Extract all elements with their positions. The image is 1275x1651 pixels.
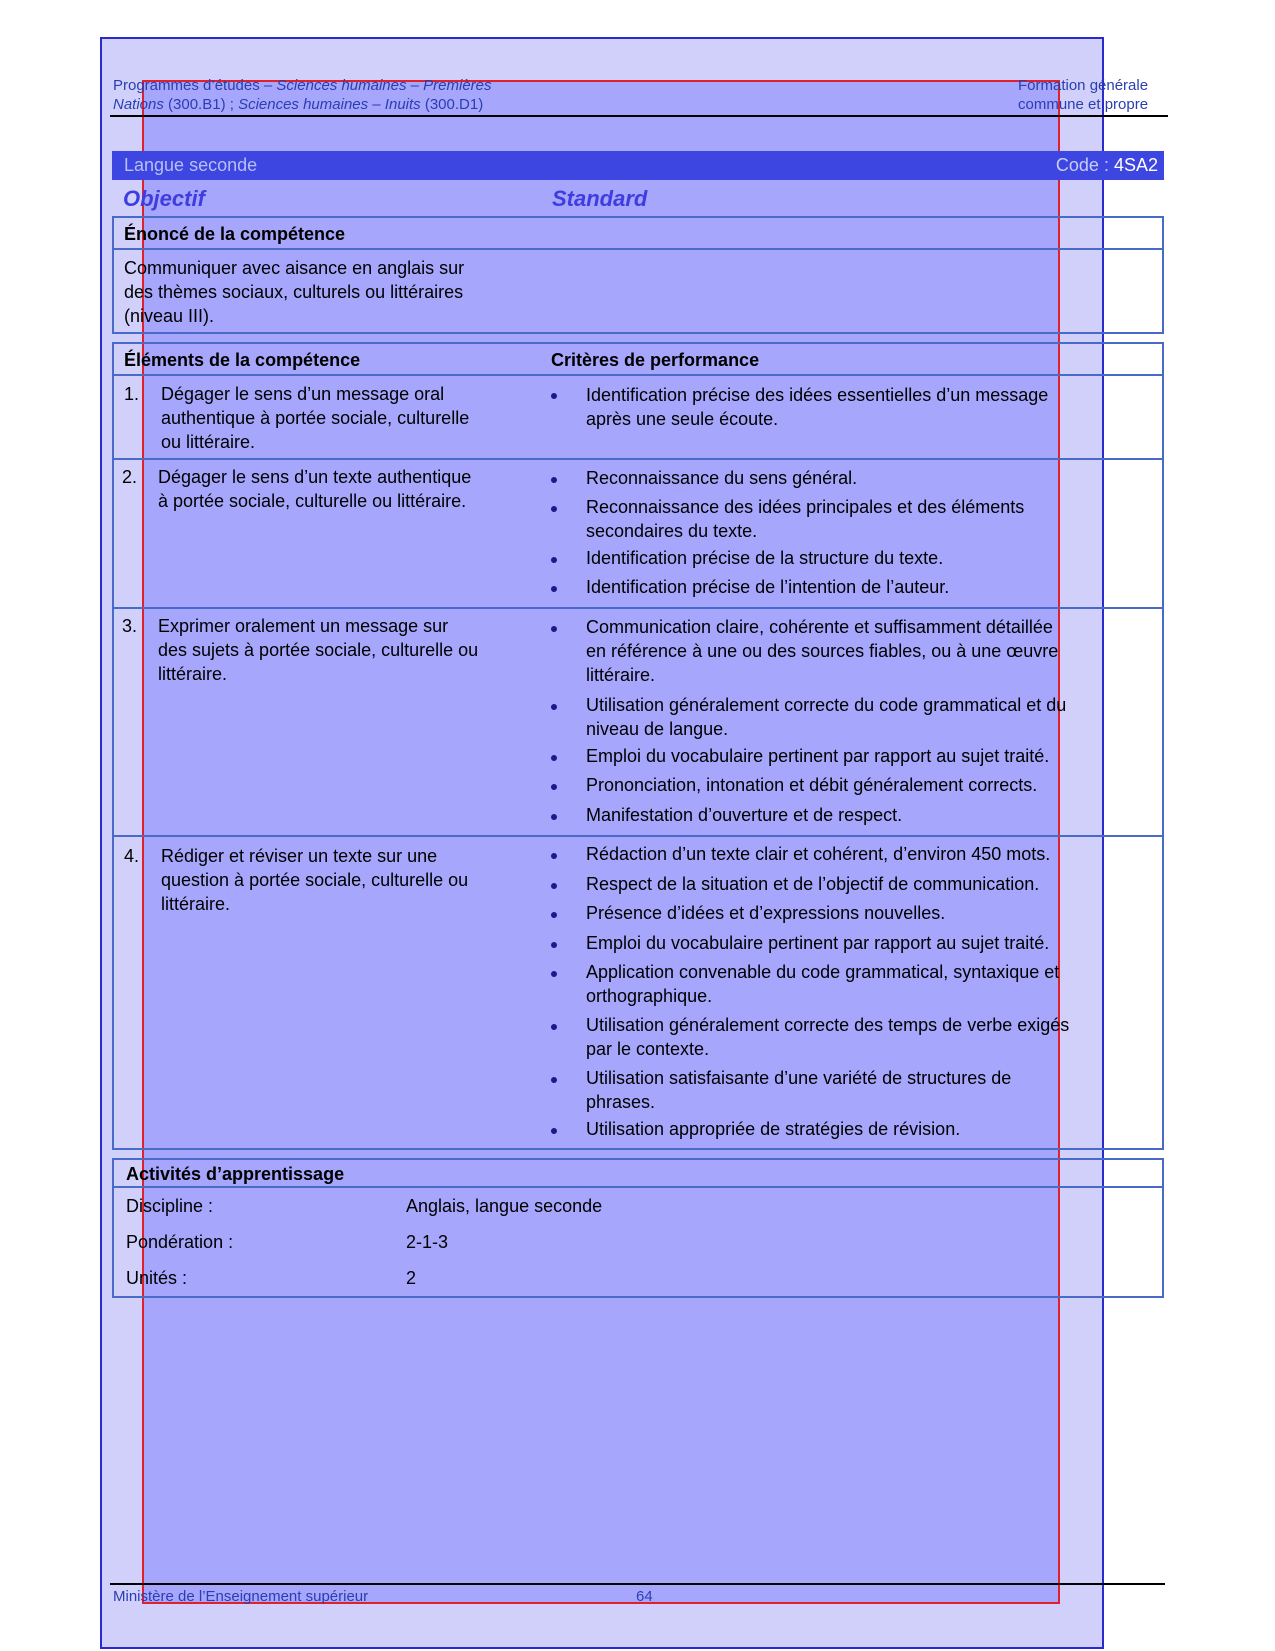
bullet-icon [551, 626, 557, 632]
footer-ministry: Ministère de l’Enseignement supérieur [113, 1588, 369, 1605]
element-line: question à portée sociale, culturelle ou [161, 870, 469, 890]
element-text [161, 844, 468, 916]
enonce-text [124, 256, 464, 328]
footer-rule [110, 1583, 1165, 1585]
header-left-1a: Programmes d’études – [113, 77, 277, 94]
criterion [586, 495, 1024, 543]
criterion [586, 615, 1058, 687]
element-line: Dégager le sens d’un message oral [161, 384, 445, 404]
criterion: Utilisation appropriée de stratégies de révision. [586, 1119, 961, 1139]
criterion-line: Communication claire, cohérente et suffisamment détaillée [586, 617, 1053, 637]
elements-box [112, 342, 1164, 1150]
criterion-line: secondaires du texte. [586, 521, 758, 541]
element-line: littéraire. [158, 664, 228, 684]
activites-label: Pondération : [126, 1232, 234, 1252]
bullet-icon [551, 814, 557, 820]
header-right-2: commune et propre [1018, 96, 1149, 113]
subhead-objectif: Objectif [123, 186, 205, 211]
bullet-icon [551, 883, 557, 889]
enonce-box [112, 216, 1164, 334]
criterion: Respect de la situation et de l’objectif de communication. [586, 874, 1040, 894]
bullet-icon [551, 755, 557, 761]
course-code [1056, 155, 1158, 176]
element-number: 3. [122, 616, 138, 636]
row-separator [114, 458, 1162, 460]
criterion [586, 383, 1048, 431]
criterion-line: orthographique. [586, 986, 713, 1006]
activites-value: Anglais, langue seconde [406, 1196, 603, 1216]
criterion: Emploi du vocabulaire pertinent par rapport au sujet traité. [586, 746, 1050, 766]
element-line: littéraire. [161, 894, 231, 914]
criterion [586, 1066, 1011, 1114]
bullet-icon [551, 506, 557, 512]
course-title: Langue seconde [124, 155, 258, 175]
bullet-icon [551, 393, 557, 399]
activites-value: 2 [406, 1268, 417, 1288]
criterion: Présence d’idées et d’expressions nouvelles. [586, 903, 946, 923]
criterion [586, 960, 1059, 1008]
element-number: 2. [122, 467, 138, 487]
element-line: authentique à portée sociale, culturelle [161, 408, 470, 428]
header-left-2c: Sciences humaines – Inuits [238, 96, 421, 113]
criterion-line: Reconnaissance des idées principales et des éléments [586, 497, 1025, 517]
activites-title: Activités d’apprentissage [126, 1164, 345, 1184]
criterion-line: littéraire. [586, 665, 656, 685]
activites-label: Discipline : [126, 1196, 214, 1216]
criterion: Prononciation, intonation et débit généralement corrects. [586, 775, 1038, 795]
elements-col2-title: Critères de performance [551, 350, 760, 370]
enonce-line: des thèmes sociaux, culturels ou littéraires [124, 282, 464, 302]
element-line: Rédiger et réviser un texte sur une [161, 846, 438, 866]
bullet-icon [551, 557, 557, 563]
bullet-icon [551, 477, 557, 483]
header-left-2b: (300.B1) ; [163, 96, 239, 113]
enonce-title: Énoncé de la compétence [124, 224, 346, 244]
element-line: à portée sociale, culturelle ou littéraire. [158, 491, 467, 511]
bullet-icon [551, 1128, 557, 1134]
criterion-line: après une seule écoute. [586, 409, 779, 429]
running-header-right [1018, 76, 1148, 114]
element-text [158, 614, 478, 686]
element-number: 1. [124, 384, 140, 404]
criterion: Identification précise de la structure du texte. [586, 548, 944, 568]
bullet-icon [551, 942, 557, 948]
criterion: Emploi du vocabulaire pertinent par rapport au sujet traité. [586, 933, 1050, 953]
subhead-standard: Standard [552, 186, 648, 211]
element-line: Dégager le sens d’un texte authentique [158, 467, 472, 487]
course-code-bar [112, 151, 1164, 180]
criterion: Rédaction d’un texte clair et cohérent, d’environ 450 mots. [586, 844, 1051, 864]
code-value: 4SA2 [1113, 155, 1158, 175]
criterion: Reconnaissance du sens général. [586, 468, 858, 488]
header-rule [110, 115, 1168, 117]
element-text [158, 465, 471, 513]
enonce-line: (niveau III). [124, 306, 215, 326]
bullet-icon [551, 704, 557, 710]
code-label: Code : [1055, 155, 1114, 175]
criterion-line: Utilisation généralement correcte des temps de verbe exigés [586, 1015, 1070, 1035]
element-line: Exprimer oralement un message sur [158, 616, 449, 636]
elements-col1-title: Éléments de la compétence [124, 350, 361, 370]
activites-box [112, 1158, 1164, 1298]
row-separator [114, 835, 1162, 837]
elements-head [114, 344, 1162, 376]
bullet-icon [551, 586, 557, 592]
bullet-icon [551, 971, 557, 977]
criterion-line: niveau de langue. [586, 719, 729, 739]
header-left-2d: (300.D1) [420, 96, 484, 113]
header-left-2a: Nations [113, 96, 164, 113]
criterion [586, 1013, 1069, 1061]
criterion: Manifestation d’ouverture et de respect. [586, 805, 903, 825]
criterion-line: par le contexte. [586, 1039, 710, 1059]
enonce-line: Communiquer avec aisance en anglais sur [124, 258, 465, 278]
criterion-line: phrases. [586, 1092, 656, 1112]
bullet-icon [551, 912, 557, 918]
bullet-icon [551, 853, 557, 859]
bullet-icon [551, 1077, 557, 1083]
header-right-1: Formation générale [1018, 77, 1149, 94]
bullet-icon [551, 784, 557, 790]
activites-head [114, 1160, 1162, 1188]
element-text [161, 382, 469, 454]
activites-value: 2-1-3 [406, 1232, 449, 1252]
element-line: des sujets à portée sociale, culturelle ou [158, 640, 479, 660]
running-header-left [113, 76, 492, 114]
activites-label: Unités : [126, 1268, 188, 1288]
criterion-line: Identification précise des idées essentielles d’un message [586, 385, 1049, 405]
criterion [586, 693, 1066, 741]
criterion-line: Utilisation satisfaisante d’une variété de structures de [586, 1068, 1012, 1088]
criterion-line: Utilisation généralement correcte du code grammatical et du [586, 695, 1067, 715]
element-line: ou littéraire. [161, 432, 256, 452]
criterion-line: en référence à une ou des sources fiables, ou à une œuvre [586, 641, 1059, 661]
element-number: 4. [124, 846, 140, 866]
bullet-icon [551, 1024, 557, 1030]
criterion-line: Application convenable du code grammatical, syntaxique et [586, 962, 1060, 982]
footer-page-number: 64 [636, 1588, 653, 1605]
criterion: Identification précise de l’intention de l’auteur. [586, 577, 950, 597]
row-separator [114, 607, 1162, 609]
enonce-head [114, 218, 1162, 250]
header-left-1b: Sciences humaines – Premières [276, 77, 492, 94]
